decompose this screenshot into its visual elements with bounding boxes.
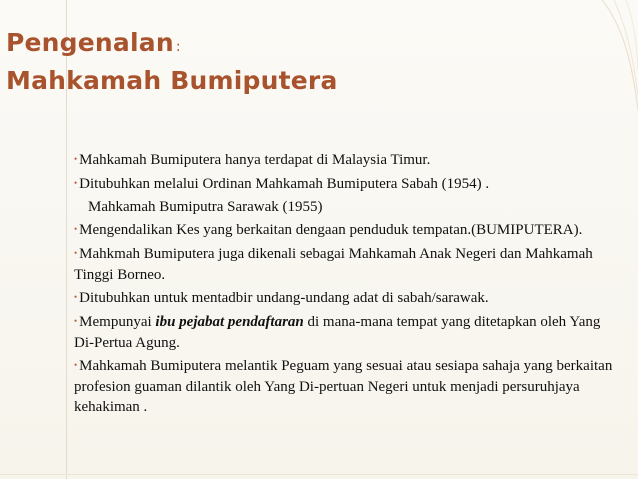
bullet-icon: • — [74, 316, 78, 326]
slide-title — [6, 26, 338, 98]
list-item-continuation — [74, 197, 614, 217]
list-item-text: Mengendalikan Kes yang berkaitan dengaan penduduk tempatan.(BUMIPUTERA). — [79, 222, 583, 238]
list-item-text: Ditubuhkan melalui Ordinan Mahkamah Bumiputera Sabah (1954) . — [79, 176, 490, 192]
bullet-list — [74, 150, 614, 420]
list-item-text: Mahkmah Bumiputera juga dikenali sebagai Mahkamah Anak Negeri dan Mahkamah Tinggi Borneo. — [74, 246, 593, 283]
list-item — [74, 220, 614, 241]
list-item — [74, 356, 614, 417]
bullet-icon: • — [74, 248, 78, 258]
title-line-2: Mahkamah Bumiputera — [6, 66, 338, 95]
bottom-divider-line — [0, 474, 638, 475]
list-item-text: Mahkamah Bumiputera hanya terdapat di Malaysia Timur. — [79, 152, 431, 168]
corner-decoration-icon — [592, 0, 638, 110]
bullet-icon: • — [74, 292, 78, 302]
title-line-1 — [6, 26, 338, 64]
list-item — [74, 244, 614, 285]
list-item — [74, 288, 614, 309]
bullet-icon: • — [74, 224, 78, 234]
title-colon: : — [175, 39, 181, 55]
list-item-text-start: Mempunyai — [79, 314, 156, 330]
list-item-text: Mahkamah Bumiputera melantik Peguam yang sesuai atau sesiapa sahaja yang berkaitan profesion guaman dilantik oleh Yang Di-pertuan Negeri untuk menjadi persuruhjaya kehakiman . — [74, 358, 613, 415]
list-item — [74, 312, 614, 353]
list-item-text-end: di mana-mana tempat yang ditetapkan oleh Yang Di-Pertua Agung. — [74, 314, 601, 351]
bullet-icon: • — [74, 178, 78, 188]
list-item — [74, 150, 614, 171]
bullet-icon: • — [74, 360, 78, 370]
title-word: Pengenalan — [6, 28, 174, 57]
list-item-emphasis: ibu pejabat pendaftaran — [155, 314, 304, 330]
list-item — [74, 174, 614, 195]
bullet-icon: • — [74, 154, 78, 164]
list-item-text: Ditubuhkan untuk mentadbir undang-undang adat di sabah/sarawak. — [79, 290, 489, 306]
list-item-text: Mahkamah Bumiputra Sarawak (1955) — [88, 199, 323, 215]
